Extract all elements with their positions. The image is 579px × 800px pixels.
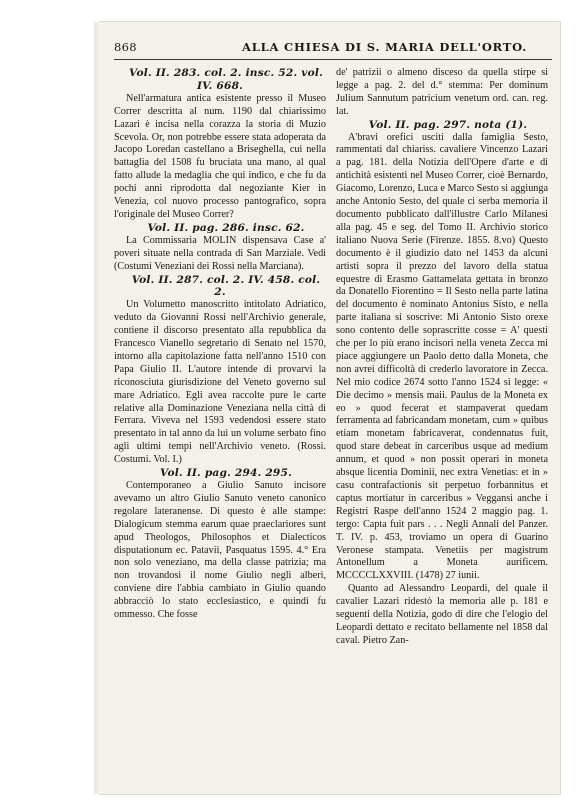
section-heading: Vol. II. 283. col. 2. insc. 52. vol. IV. 668. — [129, 67, 323, 92]
running-title: ALLA CHIESA DI S. MARIA DELL'ORTO. — [242, 40, 528, 54]
section-heading: Vol. II. pag. 286. insc. 62. — [147, 221, 305, 234]
paragraph: Quanto ad Alessandro Leopardi, del quale il cavalier Lazari ridestò la memoria alle p. 181 e seguenti della Notizia, godo di dire che l'elogio del Leopardi dettato e recitato bellamente nel 1858 dal caval. Pietro Zan- — [336, 583, 548, 646]
section-heading: Vol. II. 287. col. 2. IV. 458. col. 2. — [131, 273, 321, 299]
section-heading: Vol. II. pag. 297. nota (1). — [368, 118, 528, 131]
paragraph: La Commissaria MOLIN dispensava Case a' poveri situate nella contrada di San Marziale. Vedi (Costumi Veneziani dei Rossi nella Marciana). — [114, 234, 326, 272]
left-column — [114, 67, 326, 622]
page-number: 868 — [114, 40, 137, 54]
paragraph: Un Volumetto manoscritto intitolato Adriatico, veduto da Giovanni Rossi nell'Archivio generale, contiene il discorso presentato alla repubblica da Francesco Vianello segretario di Senato nel 1570, intorno alla capitolazione fatta nell'anno 1510 con Papa Giulio II. L'autore intende di provarvi la riconosciuta giurisdizione del Veneto governo sul mare Adriatico. Egli avea raccolte pure le carte relative alla Dominazione Veneziana nella città di Ferrara. Viveva nel 1593 vedendosi essere stato presentato in tal anno da lui un volume serbato fino agli ultimi tempi nell'Archivio veneto. (Rossi. Costumi. Vol. I.) — [114, 299, 326, 466]
paragraph: A'bravi orefici usciti dalla famiglia Sesto, rammentati dal chiariss. cavaliere Vincenzo Lazari a pag. 181. della Notizia dell'Opere d'arte e di antichità esistenti nel Museo Correr, cioè Bernardo, Giacomo, Lorenzo, Luca e Marco Sesto si aggiunga anche Antonio Sesto, del quale ci serba memoria il documento pubblicato dall'illustre Carlo Milanesi alla pag. 45 e seg. del Tomo II. Archivio storico italiano Nuova Serie (Firenze. 1855. 8.vo) Questo documento è il giudizio dato nel 1453 da alcuni artisti sopra il prezzo del lavoro della statua equestre di Erasmo Gattamelata gettata in bronzo da Donatello Fiorentino = Il Sesto nella parte latina del documento è nominato Antonius Sisto, e nella parte italiana si soscrive: Mi Antonio Sisto orexe sono contento delle soprascritte cosse = A' questi che per lo più erano incisori nella veneta Zecca mi piace aggiungere un Paolo detto dalla Moneta, che non avrei difficoltà di crederlo lavoratore in Zecca. Nel mio codice 2674 sotto l'anno 1524 si legge: « Die decimo » mensis maii. Paulus de la Moneta ex eo » quod fecerat et stampaverat quedam ferramenta ad fabricandam monetam, cum » quibus etiam monetam fabricaverat, condennatus fuit, quod stare debeat in carceribus usque ad medium annum, et quod » non possit operari in moneta absque licentia Dominii, nec extra Venetias: et in » casu contrafactionis sit perpetuo forbannitus et captus mortiatur in carceribus » Veggansi anche i Registri Raspe dell'anno 1524 2 maggio pag. 1. tergo: Capta fuit pars . . . Negli Annali del Panzer. T. IV. p. 453, troviamo un opera di Guarino Veronese stampata. Venetiis per magistrum Antonellum a Moneta aurificem. MCCCCLXXVIII. (1478) 27 iunii. — [336, 131, 548, 582]
section-heading: Vol. II. pag. 294. 295. — [160, 467, 292, 480]
header-rule — [114, 59, 552, 60]
paragraph: Contemporaneo a Giulio Sanuto incisore avevamo un altro Giulio Sanuto veneto canonico regolare lateranense. Di questo è alle stampe: Dialogicum stemma earum quae praeclariores sunt apud Theologos, Philosophos et Dialecticos disputationum ec. Patavii, Pasquatus 1595. 4.° Era non solo veneziano, ma della classe patrizia; ma non trovandosi il nome Giulio negli alberi, conviene dire l'abbia cambiato in Giulio quando abbracciò lo stato ecclesiastico, e quindi fu ommesso. Che fosse — [114, 480, 326, 621]
right-column — [336, 67, 548, 648]
book-page — [100, 22, 560, 794]
continued-paragraph: de' patrizii o almeno disceso da quella stirpe si legge a pag. 2. del d.° stemma: Per dominum Julium Sannutum patricium venetum ord. can. reg. lat. — [336, 67, 548, 117]
running-head — [114, 40, 552, 56]
paragraph: Nell'armatura antica esistente presso il Museo Correr descritta al num. 1190 dal chiarissimo Lazari è incisa nella corazza la storia di Muzio Scevola. Or, non potrebbe essere stata adoperata da Jacopo Loredan castellano a Briseghella, cui nella battaglia del 1508 fu bruciata una mano, al qual fatto allude la medaglia che qui indico, e che fu da pochi anni riprodotta dal negoziante Kier in Venezia, col nuovo processo pantografico, sopra l'originale del Museo Correr? — [114, 92, 326, 220]
